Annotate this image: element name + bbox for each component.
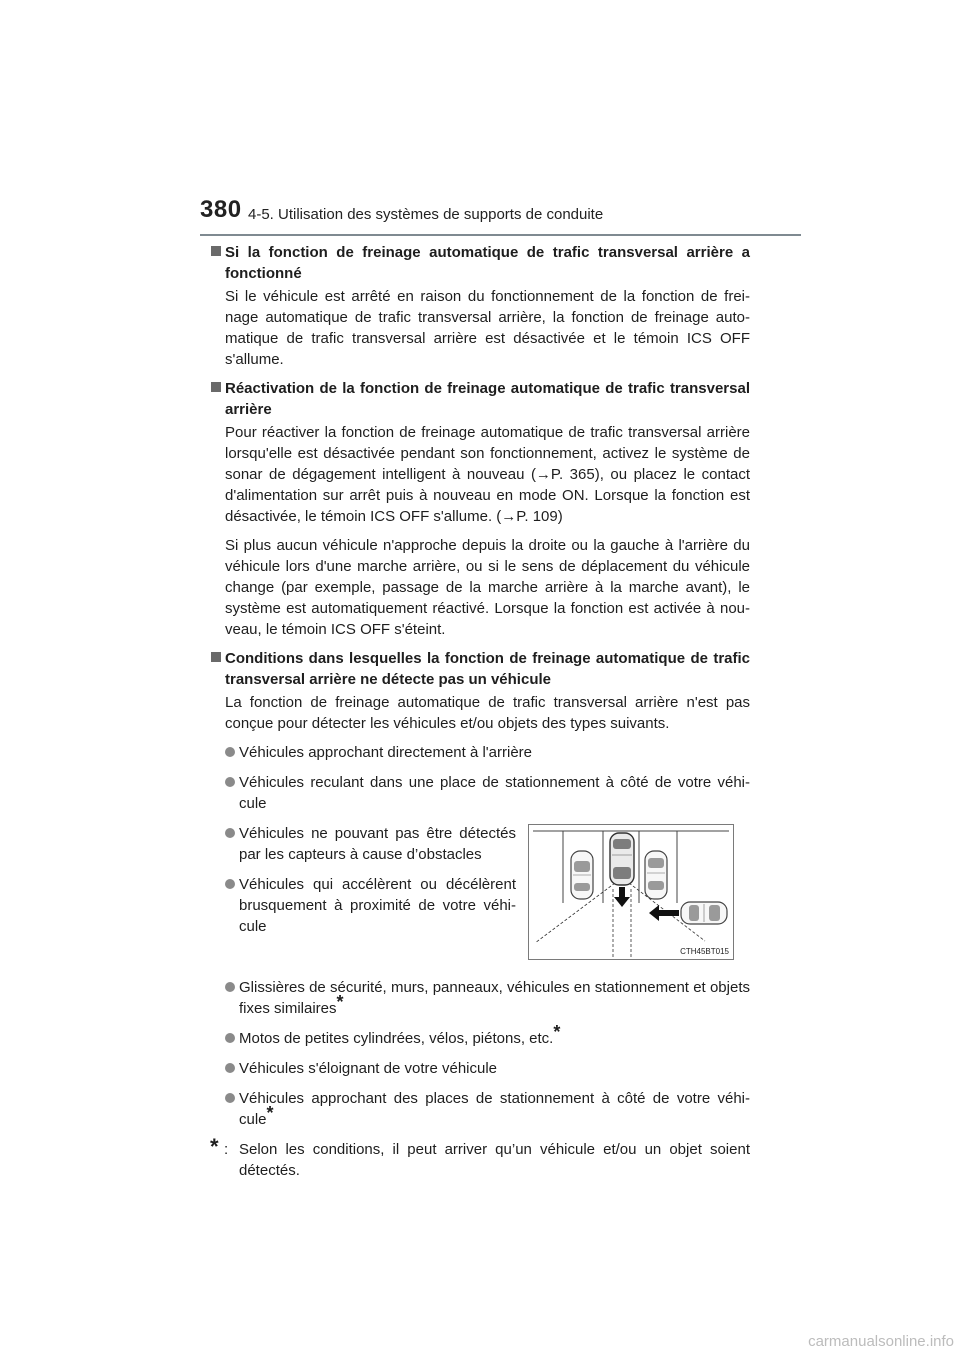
list-item-text: Véhicules approchant des places de stationnement à côté de votre véhi-cule (239, 1090, 750, 1128)
list-item-text: Véhicules reculant dans une place de stationnement à côté de votre véhi-cule (239, 774, 750, 812)
round-bullet-icon (225, 982, 235, 992)
parked-car-left (571, 851, 593, 899)
paragraph: Si plus aucun véhicule n'approche depuis la droite ou la gauche à l'arrière du véhicule lors d'une marche arrière, ou si le sens de déplacement du véhicule change (par exemple, passage de la marche arrière à la marche avant), le système est automatiquement réactivé. Lorsque la fonction est activée à nou-veau, le témoin ICS OFF s'éteint. (225, 537, 750, 638)
round-bullet-icon (225, 828, 235, 838)
paragraph: La fonction de freinage automatique de trafic transversal arrière n'est pas conçue pour détecter les véhicules et/ou objets des types suivants. (225, 694, 750, 732)
list-item-text: Glissières de sécurité, murs, panneaux, véhicules en stationnement et objets fixes similaires (239, 979, 750, 1017)
list-item-text: Véhicules qui accélèrent ou décélèrent brusquement à proximité de votre véhi-cule (239, 876, 516, 935)
asterisk-mark: * (266, 1103, 274, 1123)
asterisk-mark: * (553, 1022, 561, 1042)
list-item (210, 977, 750, 1019)
watermark: carmanualsonline.info (808, 1333, 954, 1350)
paragraph: Si le véhicule est arrêté en raison du fonctionnement de la fonction de frei-nage automatique de trafic transversal arrière, la fonction de freinage auto-matique de trafic transversal arrière est désactivée et le témoin ICS OFF s'allume. (225, 288, 750, 368)
approach-arrow (649, 905, 679, 921)
heading-text: Si la fonction de freinage automatique de trafic transversal arrière a fonctionné (225, 244, 750, 282)
header-rule (200, 234, 801, 236)
list-item-text: Véhicules s'éloignant de votre véhicule (239, 1060, 498, 1077)
heading-text: Réactivation de la fonction de freinage automatique de trafic transversal arrière (225, 380, 750, 418)
round-bullet-icon (225, 777, 235, 787)
round-bullet-icon (225, 747, 235, 757)
footnote (210, 1134, 750, 1181)
footnote-asterisk: * (210, 1134, 219, 1159)
section-heading (210, 648, 750, 690)
section-heading (210, 242, 750, 284)
reverse-arrow (614, 887, 630, 907)
paragraph: Pour réactiver la fonction de freinage automatique de trafic transversal arrière lorsqu'elle est désactivée pendant son fonctionnement, activez le système de sonar de dégagement intelligent à nouveau (→P. 365), ou placez le contact d'alimentation sur arrêt puis à nouveau en mode ON. Lorsque la fonction est désactivée, le témoin ICS OFF s'allume. (→P. 109) (225, 424, 750, 525)
parking-illustration (528, 824, 734, 960)
list-item (210, 1022, 750, 1049)
list-item-text: Motos de petites cylindrées, vélos, piétons, etc. (239, 1030, 554, 1047)
section-heading (210, 378, 750, 420)
page-content (210, 242, 750, 1181)
list-item (210, 1088, 750, 1130)
figure-side-list (210, 823, 516, 946)
parking-diagram (529, 825, 733, 959)
list-item-text: Véhicules ne pouvant pas être détectés par les capteurs à cause d’obstacles (239, 825, 516, 863)
figure-code: CTH45BT015 (680, 947, 729, 956)
square-bullet-icon (211, 382, 221, 392)
chapter-title: 4-5. Utilisation des systèmes de supports de conduite (248, 206, 604, 223)
list-item (210, 772, 750, 814)
round-bullet-icon (225, 1093, 235, 1103)
approaching-vehicle (681, 902, 727, 924)
round-bullet-icon (225, 879, 235, 889)
asterisk-mark: * (336, 992, 344, 1012)
parked-car-right (645, 851, 667, 899)
footnote-text: Selon les conditions, il peut arriver qu’un véhicule et/ou un objet soient détectés. (239, 1141, 750, 1179)
list-item (210, 823, 516, 865)
round-bullet-icon (225, 1033, 235, 1043)
page-number: 380 (200, 196, 242, 223)
own-vehicle (610, 833, 634, 885)
square-bullet-icon (211, 652, 221, 662)
round-bullet-icon (225, 1063, 235, 1073)
figure-row (210, 823, 750, 969)
heading-text: Conditions dans lesquelles la fonction de freinage automatique de trafic transversal arrière ne détecte pas un véhicule (225, 650, 750, 688)
square-bullet-icon (211, 246, 221, 256)
list-item (210, 874, 516, 937)
footnote-colon: : (224, 1141, 229, 1158)
list-item-text: Véhicules approchant directement à l'arrière (239, 744, 533, 761)
list-item (210, 742, 750, 763)
list-item (210, 1058, 750, 1079)
